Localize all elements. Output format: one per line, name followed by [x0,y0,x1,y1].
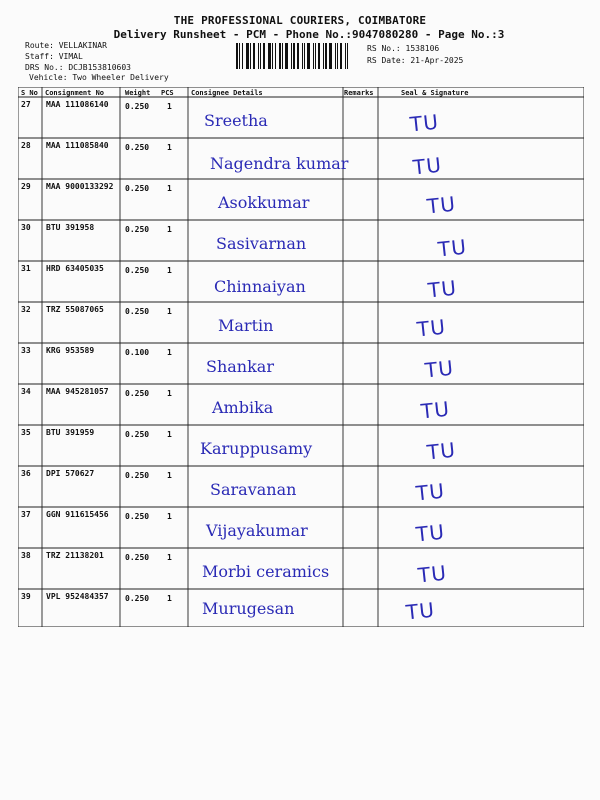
row-consignment-no: BTU 391959 [46,428,95,437]
consignee-signature: Sreetha [204,111,268,130]
receiver-initials: TU [411,152,444,180]
barcode-bar [258,43,259,69]
receiver-initials: TU [414,478,447,506]
receiver-initials: TU [404,597,437,625]
barcode-bar [285,43,288,69]
barcode-bar [282,43,283,69]
row-sno: 39 [21,592,31,601]
consignee-signature: Morbi ceramics [202,562,330,581]
barcode-bar [260,43,261,69]
receiver-initials: TU [419,396,452,424]
col-header-remarks: Remarks [344,89,374,97]
row-pcs: 1 [167,307,172,316]
row-consignment-no: VPL 952484357 [46,592,109,601]
receiver-initials: TU [436,234,469,262]
receiver-initials: TU [414,519,447,547]
vehicle-label: Vehicle: Two Wheeler Delivery [29,73,169,82]
row-consignment-no: MAA 9000133292 [46,182,114,191]
staff-label: Staff: VIMAL [25,52,83,61]
row-pcs: 1 [167,266,172,275]
row-consignment-no: DPI 570627 [46,469,95,478]
row-pcs: 1 [167,225,172,234]
col-header-consignment: Consignment No [45,89,105,97]
row-weight: 0.250 [125,594,150,603]
row-consignment-no: BTU 391958 [46,223,95,232]
row-pcs: 1 [167,348,172,357]
barcode-bar [307,43,310,69]
row-consignment-no: MAA 111086140 [46,100,109,109]
row-consignment-no: MAA 111085840 [46,141,109,150]
barcode-bar [347,43,348,69]
col-header-seal: Seal & Signature [401,89,469,97]
row-consignment-no: KRG 953589 [46,346,95,355]
barcode [236,43,354,69]
row-sno: 28 [21,141,31,150]
consignee-signature: Sasivarnan [216,234,307,253]
barcode-bar [279,43,281,69]
rs-number: RS No.: 1538106 [367,44,440,53]
col-header-weight: Weight [125,89,151,97]
consignee-signature: Martin [218,316,274,335]
row-sno: 32 [21,305,31,314]
row-sno: 31 [21,264,31,273]
row-sno: 34 [21,387,31,396]
barcode-bar [340,43,342,69]
barcode-bar [302,43,303,69]
receiver-initials: TU [423,355,456,383]
receiver-initials: TU [415,314,448,342]
drs-number: DRS No.: DCJB153810603 [25,63,131,72]
row-pcs: 1 [167,471,172,480]
consignee-signature: Saravanan [210,480,297,499]
row-pcs: 1 [167,553,172,562]
row-sno: 36 [21,469,31,478]
receiver-initials: TU [425,437,458,465]
barcode-bar [329,43,332,69]
barcode-bar [263,43,265,69]
barcode-bar [242,43,243,69]
runsheet-title: Delivery Runsheet - PCM - Phone No.:9047080280 - Page No.:3 [113,28,505,41]
row-weight: 0.250 [125,266,150,275]
barcode-bar [318,43,320,69]
row-weight: 0.100 [125,348,150,357]
barcode-bar [253,43,255,69]
row-pcs: 1 [167,594,172,603]
barcode-bar [236,43,238,69]
barcode-bar [325,43,327,69]
receiver-initials: TU [426,275,459,303]
row-weight: 0.250 [125,512,150,521]
row-weight: 0.250 [125,553,150,562]
consignee-signature: Shankar [206,357,274,376]
row-pcs: 1 [167,184,172,193]
barcode-bar [304,43,305,69]
col-header-pcs: PCS [161,89,174,97]
barcode-bar [313,43,314,69]
row-consignment-no: TRZ 55087065 [46,305,104,314]
row-consignment-no: GGN 911615456 [46,510,109,519]
barcode-bar [272,43,273,69]
row-consignment-no: HRD 63405035 [46,264,104,273]
barcode-bar [291,43,292,69]
row-sno: 30 [21,223,31,232]
row-weight: 0.250 [125,143,150,152]
barcode-bar [335,43,336,69]
row-sno: 27 [21,100,31,109]
receiver-initials: TU [425,191,458,219]
barcode-bar [268,43,271,69]
row-weight: 0.250 [125,307,150,316]
barcode-bar [323,43,324,69]
row-pcs: 1 [167,143,172,152]
barcode-bar [275,43,276,69]
row-consignment-no: TRZ 21138201 [46,551,104,560]
row-sno: 33 [21,346,31,355]
row-weight: 0.250 [125,102,150,111]
barcode-bar [293,43,295,69]
consignee-signature: Vijayakumar [206,521,308,540]
col-header-sno: S No [21,89,38,97]
rs-date: RS Date: 21-Apr-2025 [367,56,464,65]
barcode-bar [337,43,338,69]
row-pcs: 1 [167,102,172,111]
row-consignment-no: MAA 945281057 [46,387,109,396]
consignee-signature: Nagendra kumar [210,154,349,173]
barcode-bar [246,43,249,69]
barcode-bar [239,43,240,69]
company-title: THE PROFESSIONAL COURIERS, COIMBATORE [173,14,427,27]
consignee-signature: Murugesan [202,599,295,618]
row-pcs: 1 [167,430,172,439]
row-sno: 38 [21,551,31,560]
row-pcs: 1 [167,512,172,521]
row-weight: 0.250 [125,225,150,234]
row-weight: 0.250 [125,471,150,480]
row-weight: 0.250 [125,184,150,193]
receiver-initials: TU [408,109,441,137]
consignee-signature: Karuppusamy [200,439,313,458]
barcode-bar [315,43,316,69]
receiver-initials: TU [416,560,449,588]
barcode-bar [297,43,299,69]
row-weight: 0.250 [125,389,150,398]
row-sno: 35 [21,428,31,437]
col-header-consignee: Consignee Details [191,89,263,97]
barcode-bar [250,43,251,69]
row-sno: 37 [21,510,31,519]
consignee-signature: Asokkumar [218,193,310,212]
route-label: Route: VELLAKINAR [25,41,107,50]
consignee-signature: Ambika [212,398,274,417]
barcode-bar [345,43,346,69]
row-pcs: 1 [167,389,172,398]
row-weight: 0.250 [125,430,150,439]
row-sno: 29 [21,182,31,191]
consignee-signature: Chinnaiyan [214,277,306,296]
